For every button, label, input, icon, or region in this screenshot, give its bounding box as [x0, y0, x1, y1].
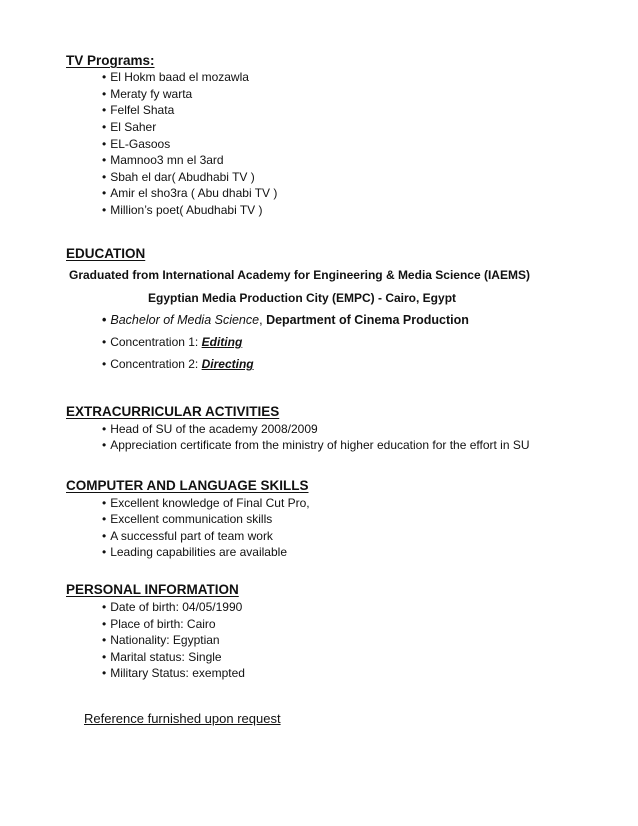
bullet: •	[102, 545, 107, 559]
education-heading: EDUCATION	[66, 246, 146, 261]
bullet: •	[102, 103, 107, 117]
personal-heading: PERSONAL INFORMATION	[66, 582, 239, 597]
concentration-1: • Concentration 1: Editing	[102, 335, 243, 349]
reference-note: Reference furnished upon request	[84, 711, 281, 726]
extracurricular-heading: EXTRACURRICULAR ACTIVITIES	[66, 404, 280, 419]
list-item: • Nationality: Egyptian	[102, 633, 220, 647]
list-item: • El Hokm baad el mozawla	[102, 70, 249, 84]
degree-department: Department of Cinema Production	[266, 313, 469, 327]
list-item: • Marital status: Single	[102, 650, 222, 664]
list-item: • Place of birth: Cairo	[102, 617, 216, 631]
bullet: •	[102, 120, 107, 134]
list-item: • Military Status: exempted	[102, 666, 245, 680]
bullet: •	[102, 153, 107, 167]
bullet: •	[102, 496, 107, 510]
list-item: • A successful part of team work	[102, 529, 273, 543]
concentration-2-value: Directing	[201, 357, 254, 371]
list-item: • EL-Gasoos	[102, 137, 171, 151]
list-item: • Amir el sho3ra ( Abu dhabi TV )	[102, 186, 278, 200]
degree-item: • Bachelor of Media Science, Department of Cinema Production	[102, 313, 469, 327]
bullet: •	[102, 438, 107, 452]
bullet: •	[102, 529, 107, 543]
skills-heading: COMPUTER AND LANGUAGE SKILLS	[66, 478, 309, 493]
list-item: • Appreciation certificate from the ministry of higher education for the effort in SU	[102, 438, 530, 452]
bullet: •	[102, 313, 107, 327]
list-item: • El Saher	[102, 120, 157, 134]
list-item: • Meraty fy warta	[102, 87, 193, 101]
bullet: •	[102, 512, 107, 526]
bullet: •	[102, 70, 107, 84]
city-line: Egyptian Media Production City (EMPC) - Cairo, Egypt	[148, 291, 457, 305]
concentration-1-value: Editing	[201, 335, 243, 349]
list-item: • Head of SU of the academy 2008/2009	[102, 422, 318, 436]
graduated-line: Graduated from International Academy for Engineering & Media Science (IAEMS)	[69, 268, 530, 282]
bullet: •	[102, 666, 107, 680]
concentration-2: • Concentration 2: Directing	[102, 357, 254, 371]
bullet: •	[102, 600, 107, 614]
list-item: • Sbah el dar( Abudhabi TV )	[102, 170, 255, 184]
tv-programs-heading: TV Programs:	[66, 53, 155, 68]
list-item: • Felfel Shata	[102, 103, 175, 117]
bullet: •	[102, 186, 107, 200]
list-item: • Leading capabilities are available	[102, 545, 287, 559]
bullet: •	[102, 357, 107, 371]
degree-italic: Bachelor of Media Science	[110, 313, 260, 327]
bullet: •	[102, 170, 107, 184]
bullet: •	[102, 617, 107, 631]
bullet: •	[102, 650, 107, 664]
bullet: •	[102, 203, 107, 217]
bullet: •	[102, 137, 107, 151]
list-item: • Excellent communication skills	[102, 512, 273, 526]
bullet: •	[102, 633, 107, 647]
bullet: •	[102, 87, 107, 101]
list-item: • Million’s poet( Abudhabi TV )	[102, 203, 263, 217]
list-item: • Date of birth: 04/05/1990	[102, 600, 243, 614]
bullet: •	[102, 422, 107, 436]
list-item: • Mamnoo3 mn el 3ard	[102, 153, 224, 167]
list-item: • Excellent knowledge of Final Cut Pro,	[102, 496, 310, 510]
bullet: •	[102, 335, 107, 349]
